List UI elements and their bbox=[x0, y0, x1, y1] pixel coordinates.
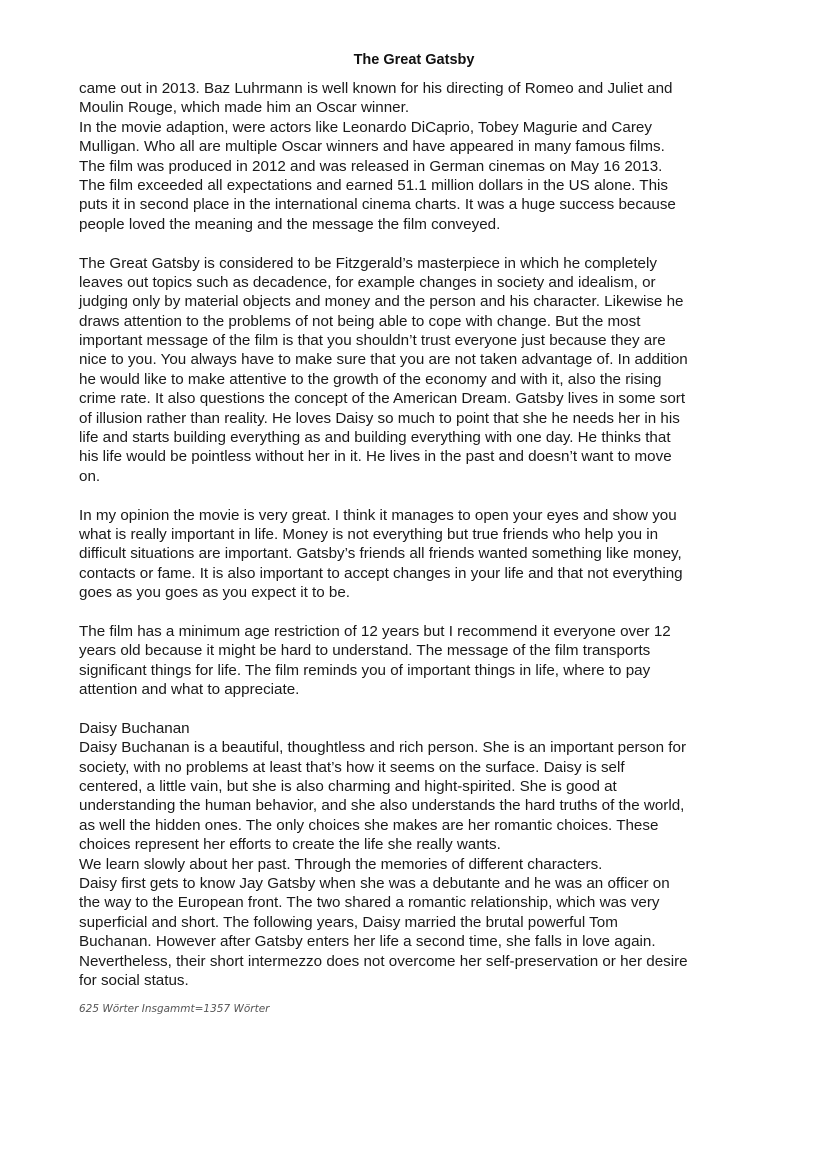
text-line: important message of the film is that you shouldn’t trust everyone just because they are bbox=[79, 332, 666, 350]
text-line: Buchanan. However after Gatsby enters her life a second time, she falls in love again. bbox=[79, 933, 656, 951]
text-line: Moulin Rouge, which made him an Oscar winner. bbox=[79, 99, 410, 117]
text-line: significant things for life. The film reminds you of important things in life, where to pay bbox=[79, 661, 651, 679]
body-text bbox=[79, 79, 759, 990]
text-line: We learn slowly about her past. Through the memories of different characters. bbox=[79, 855, 603, 873]
text-line: as well the hidden ones. The only choices she makes are her romantic choices. These bbox=[79, 816, 659, 834]
text-line: The film exceeded all expectations and earned 51.1 million dollars in the US alone. This bbox=[79, 176, 668, 194]
text-line: of illusion rather than reality. He loves Daisy so much to point that she he needs her in his bbox=[79, 409, 680, 427]
text-line: life and starts building everything as and building everything with one day. He thinks that bbox=[79, 429, 671, 447]
text-line: centered, a little vain, but she is also charming and hight-spirited. She is good at bbox=[79, 778, 617, 796]
paragraph-gap bbox=[79, 700, 759, 719]
text-line: The Great Gatsby is considered to be Fitzgerald’s masterpiece in which he completely bbox=[79, 254, 657, 272]
text-line: In my opinion the movie is very great. I think it manages to open your eyes and show you bbox=[79, 506, 677, 524]
text-line: nice to you. You always have to make sure that you are not taken advantage of. In addition bbox=[79, 351, 688, 369]
text-line: the way to the European front. The two shared a romantic relationship, which was very bbox=[79, 894, 660, 912]
text-line: difficult situations are important. Gatsby’s friends all friends wanted something like money, bbox=[79, 545, 682, 563]
text-line: judging only by material objects and money and the person and his character. Likewise he bbox=[79, 293, 684, 311]
text-line: leaves out topics such as decadence, for example changes in society and idealism, or bbox=[79, 273, 656, 291]
text-line: attention and what to appreciate. bbox=[79, 681, 300, 699]
text-line: on. bbox=[79, 467, 101, 485]
text-line: choices represent her efforts to create the life she really wants. bbox=[79, 836, 501, 854]
text-line: what is really important in life. Money is not everything but true friends who help you in bbox=[79, 525, 659, 543]
text-line: Mulligan. Who all are multiple Oscar winners and have appeared in many famous films. bbox=[79, 138, 665, 156]
text-line: crime rate. It also questions the concept of the American Dream. Gatsby lives in some sort bbox=[79, 390, 686, 408]
text-line: Daisy Buchanan bbox=[79, 719, 190, 737]
text-line: people loved the meaning and the message the film conveyed. bbox=[79, 215, 501, 233]
text-line: draws attention to the problems of not being able to cope with change. But the most bbox=[79, 312, 641, 330]
text-line: The film was produced in 2012 and was released in German cinemas on May 16 2013. bbox=[79, 157, 663, 175]
paragraph-gap bbox=[79, 603, 759, 622]
paragraph-gap bbox=[79, 486, 759, 505]
word-count-footer: 625 Wörter Insgammt=1357 Wörter bbox=[79, 1003, 270, 1015]
text-line: puts it in second place in the international cinema charts. It was a huge success because bbox=[79, 196, 676, 214]
text-line: Daisy first gets to know Jay Gatsby when she was a debutante and he was an officer on bbox=[79, 875, 670, 893]
text-line: for social status. bbox=[79, 971, 189, 989]
text-line: superficial and short. The following years, Daisy married the brutal powerful Tom bbox=[79, 913, 618, 931]
text-line: understanding the human behavior, and she also understands the hard truths of the world, bbox=[79, 797, 685, 815]
text-line: contacts or fame. It is also important to accept changes in your life and that not everything bbox=[79, 564, 683, 582]
text-line: years old because it might be hard to understand. The message of the film transports bbox=[79, 642, 651, 660]
text-line: Daisy Buchanan is a beautiful, thoughtless and rich person. She is an important person for bbox=[79, 739, 687, 757]
text-line: In the movie adaption, were actors like Leonardo DiCaprio, Tobey Magurie and Carey bbox=[79, 118, 652, 136]
paragraph-gap bbox=[79, 234, 759, 253]
text-line: he would like to make attentive to the growth of the economy and with it, also the rising bbox=[79, 370, 662, 388]
text-line: came out in 2013. Baz Luhrmann is well known for his directing of Romeo and Juliet and bbox=[79, 80, 673, 97]
page-title: The Great Gatsby bbox=[353, 52, 475, 68]
text-line: society, with no problems at least that’s how it seems on the surface. Daisy is self bbox=[79, 758, 625, 776]
text-line: Nevertheless, their short intermezzo does not overcome her self-preservation or her desire bbox=[79, 952, 688, 970]
text-line: The film has a minimum age restriction of 12 years but I recommend it everyone over 12 bbox=[79, 622, 671, 640]
text-line: goes as you goes as you expect it to be. bbox=[79, 584, 351, 602]
text-line: his life would be pointless without her in it. He lives in the past and doesn’t want to move bbox=[79, 448, 672, 466]
